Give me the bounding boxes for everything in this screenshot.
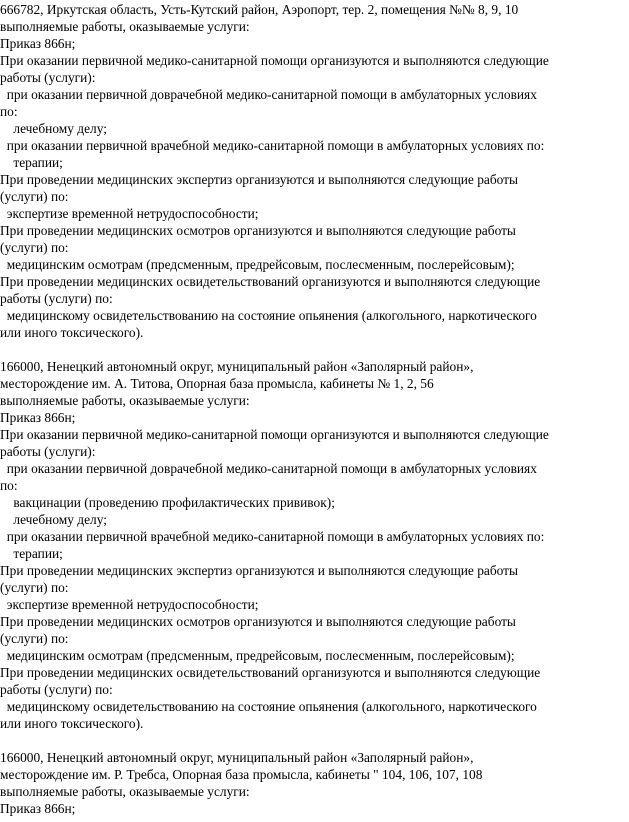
text-line: по: <box>0 478 18 493</box>
text-line: терапии; <box>0 546 63 561</box>
text-line: (услуги) по: <box>0 240 69 255</box>
text-line: выполняемые работы, оказываемые услуги: <box>0 784 250 799</box>
text-line: Приказ 866н; <box>0 36 76 51</box>
text-line: При проведении медицинских освидетельствований организуются и выполняются следующие <box>0 665 541 680</box>
text-line: Приказ 866н; <box>0 410 76 425</box>
text-line: медицинским осмотрам (предсменным, предрейсовым, послесменным, послерейсовым); <box>0 648 515 663</box>
text-line: при оказании первичной доврачебной медико-санитарной помощи в амбулаторных условиях <box>0 87 537 102</box>
text-line: месторождение им. Р. Требса, Опорная база промысла, кабинеты " 104, 106, 107, 108 <box>0 767 483 782</box>
text-line: вакцинации (проведению профилактических прививок); <box>0 495 335 510</box>
text-line: лечебному делу; <box>0 121 107 136</box>
text-line: При оказании первичной медико-санитарной помощи организуются и выполняются следующие <box>0 53 549 68</box>
text-line: выполняемые работы, оказываемые услуги: <box>0 393 250 408</box>
text-line: При проведении медицинских осмотров организуются и выполняются следующие работы <box>0 614 516 629</box>
text-line: (услуги) по: <box>0 631 69 646</box>
text-line: по: <box>0 104 18 119</box>
text-line: медицинскому освидетельствованию на состояние опьянения (алкогольного, наркотического <box>0 308 537 323</box>
text-line: работы (услуги) по: <box>0 291 113 306</box>
text-line: При проведении медицинских осмотров организуются и выполняются следующие работы <box>0 223 516 238</box>
text-line: (услуги) по: <box>0 580 69 595</box>
text-line: работы (услуги): <box>0 70 96 85</box>
text-line: При проведении медицинских экспертиз организуются и выполняются следующие работы <box>0 172 519 187</box>
text-line: при оказании первичной доврачебной медико-санитарной помощи в амбулаторных условиях <box>0 461 537 476</box>
text-line: при оказании первичной врачебной медико-санитарной помощи в амбулаторных условиях по: <box>0 529 545 544</box>
text-line: месторождение им. А. Титова, Опорная база промысла, кабинеты № 1, 2, 56 <box>0 376 434 391</box>
text-line: (услуги) по: <box>0 189 69 204</box>
text-line: экспертизе временной нетрудоспособности; <box>0 206 259 221</box>
text-line: При оказании первичной медико-санитарной помощи организуются и выполняются следующие <box>0 427 549 442</box>
text-line: работы (услуги): <box>0 444 96 459</box>
text-line: экспертизе временной нетрудоспособности; <box>0 597 259 612</box>
text-line: или иного токсического). <box>0 325 144 340</box>
text-line: или иного токсического). <box>0 716 144 731</box>
text-line: 166000, Ненецкий автономный округ, муниципальный район «Заполярный район», <box>0 359 474 374</box>
text-line: работы (услуги) по: <box>0 682 113 697</box>
text-line: При проведении медицинских экспертиз организуются и выполняются следующие работы <box>0 563 519 578</box>
text-line: 166000, Ненецкий автономный округ, муниципальный район «Заполярный район», <box>0 750 474 765</box>
text-line: лечебному делу; <box>0 512 107 527</box>
text-line: медицинскому освидетельствованию на состояние опьянения (алкогольного, наркотического <box>0 699 537 714</box>
text-line: При проведении медицинских освидетельствований организуются и выполняются следующие <box>0 274 541 289</box>
text-line: Приказ 866н; <box>0 801 76 816</box>
text-line: медицинским осмотрам (предсменным, предрейсовым, послесменным, послерейсовым); <box>0 257 515 272</box>
text-line: выполняемые работы, оказываемые услуги: <box>0 19 250 34</box>
text-line: при оказании первичной врачебной медико-санитарной помощи в амбулаторных условиях по: <box>0 138 545 153</box>
text-line: 666782, Иркутская область, Усть-Кутский район, Аэропорт, тер. 2, помещения №№ 8, 9, 10 <box>0 2 519 17</box>
text-line: терапии; <box>0 155 63 170</box>
